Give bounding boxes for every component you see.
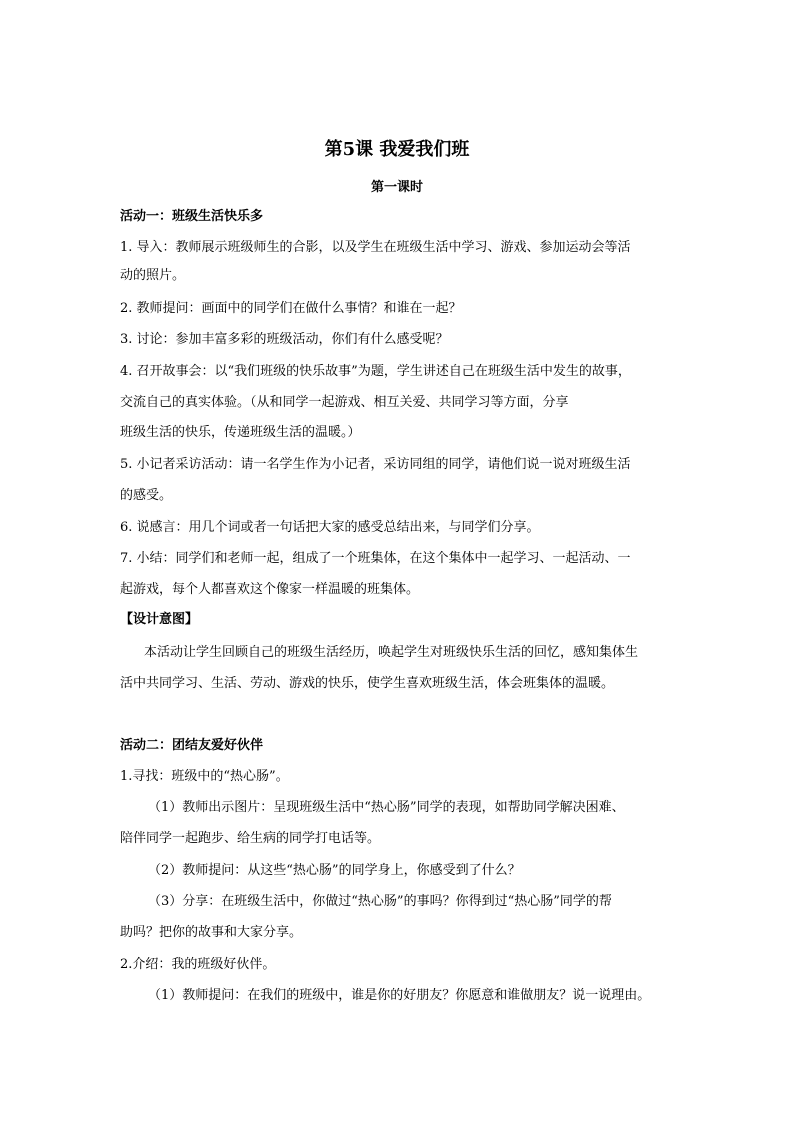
lesson-subtitle: 第一课时: [370, 180, 423, 195]
activity1-heading: 活动一：班级生活快乐多: [120, 209, 264, 224]
lesson-title: 第5课 我爱我们班: [324, 139, 470, 160]
paragraph-line: （2）教师提问：从这些“热心肠”的同学身上，你感受到了什么？: [148, 863, 521, 878]
paragraph-line: 6. 说感言：用几个词或者一句话把大家的感受总结出来，与同学们分享。: [120, 520, 540, 535]
paragraph-line: 1.寻找：班级中的“热心肠”。: [120, 769, 289, 784]
paragraph-line: 助吗？把你的故事和大家分享。: [120, 925, 303, 940]
paragraph-line: 交流自己的真实体验。（从和同学一起游戏、相互关爱、共同学习等方面，分享: [120, 395, 569, 410]
paragraph-line: 2.介绍：我的班级好伙伴。: [120, 957, 276, 972]
paragraph-line: 7. 小结：同学们和老师一起，组成了一个班集体，在这个集体中一起学习、一起活动、一: [120, 551, 631, 566]
paragraph-line: 起游戏，每个人都喜欢这个像家一样温暖的班集体。: [120, 582, 420, 597]
paragraph-line: （1）教师出示图片：呈现班级生活中“热心肠”同学的表现，如帮助同学解决困难、: [148, 800, 625, 815]
paragraph-line: （3）分享：在班级生活中，你做过“热心肠”的事吗？你得到过“热心肠”同学的帮: [148, 894, 612, 909]
paragraph-line: 动的照片。: [120, 268, 186, 283]
paragraph-line: 活中共同学习、生活、劳动、游戏的快乐，使学生喜欢班级生活，体会班集体的温暖。: [120, 676, 615, 691]
paragraph-line: （1）教师提问：在我们的班级中，谁是你的好朋友？你愿意和谁做朋友？说一说理由。: [148, 988, 651, 1003]
paragraph-line: 5. 小记者采访活动：请一名学生作为小记者，采访同组的同学，请他们说一说对班级生活: [120, 457, 631, 472]
paragraph-line: 本活动让学生回顾自己的班级生活经历，唤起学生对班级快乐生活的回忆，感知集体生: [144, 645, 639, 660]
paragraph-line: 的感受。: [120, 488, 173, 503]
paragraph-line: 陪伴同学一起跑步、给生病的同学打电话等。: [120, 831, 381, 846]
paragraph-line: 班级生活的快乐，传递班级生活的温暖。）: [120, 425, 361, 440]
paragraph-line: 3. 讨论：参加丰富多彩的班级活动，你们有什么感受呢？: [120, 332, 449, 347]
design-intent-heading: 【设计意图】: [120, 612, 199, 627]
paragraph-line: 2. 教师提问：画面中的同学们在做什么事情？和谁在一起？: [120, 301, 462, 316]
activity2-heading: 活动二：团结友爱好伙伴: [120, 738, 264, 753]
paragraph-line: 4. 召开故事会：以“我们班级的快乐故事”为题，学生讲述自己在班级生活中发生的故事，: [120, 364, 631, 379]
paragraph-line: 1. 导入：教师展示班级师生的合影，以及学生在班级生活中学习、游戏、参加运动会等活: [120, 240, 631, 255]
